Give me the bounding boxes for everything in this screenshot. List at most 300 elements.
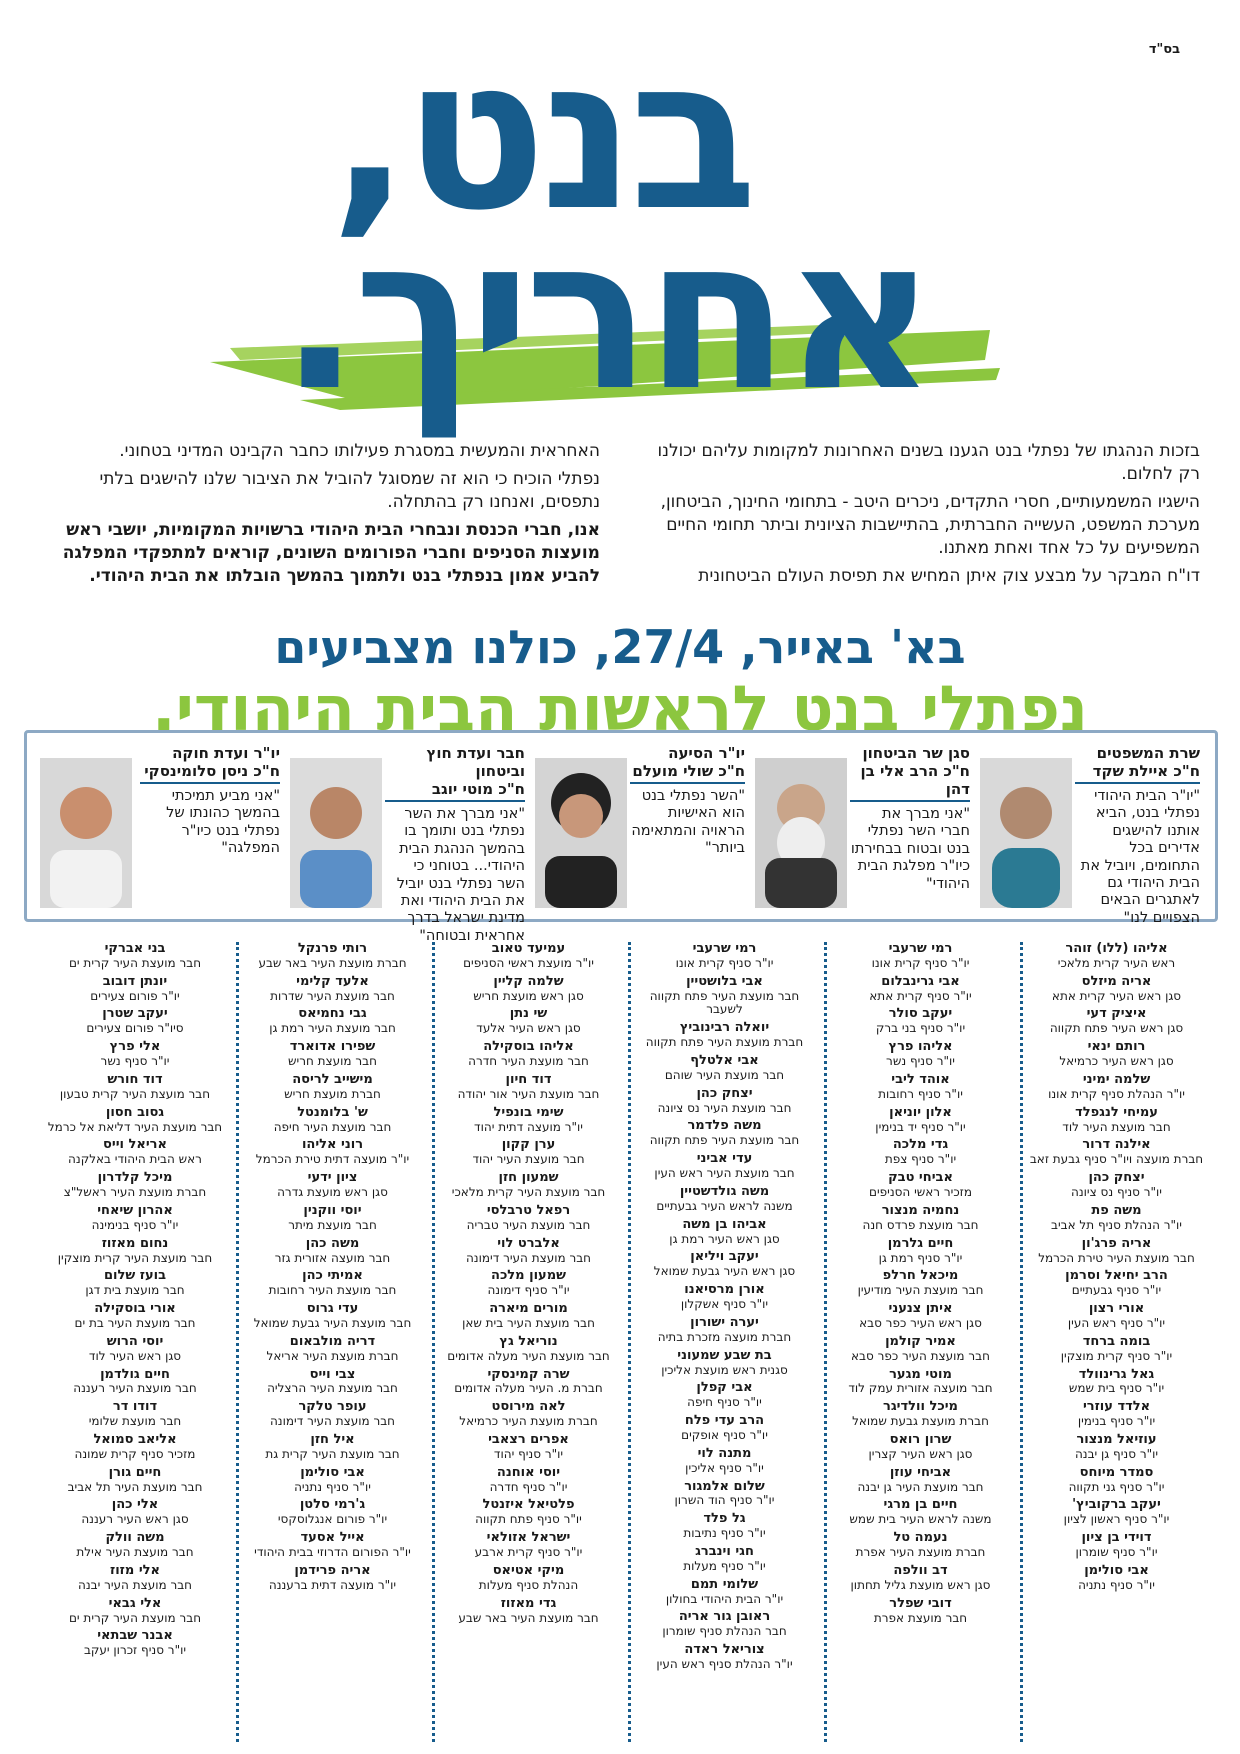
supporter-name: אבי סולימן bbox=[300, 1464, 365, 1480]
supporter-role: יו"ר סניף הוד השרון bbox=[674, 1493, 775, 1508]
supporter-entry bbox=[435, 1204, 622, 1233]
supporter-entry bbox=[40, 1466, 230, 1495]
supporter-name: אריה מיזלס bbox=[1081, 973, 1152, 989]
supporter-name: יואלה רבינוביץ bbox=[679, 1020, 770, 1036]
supporter-entry bbox=[827, 1564, 1014, 1593]
intro-paragraph: הישגיו המשמעותיים, חסרי התקדים, ניכרים היטב - בתחומי החינוך, הביטחון, מערכת המשפט, העשייה החברתית, בהתיישבות הציונית וביתר תחומי החיים המשפיעים על כל אחד ואחת מאתנו. bbox=[660, 491, 1200, 558]
supporter-entry bbox=[40, 1629, 230, 1658]
supporter-entry bbox=[1023, 1138, 1210, 1167]
supporter-entry bbox=[1023, 1073, 1210, 1102]
supporter-role: חבר מועצת העיר קרית מוצקין bbox=[57, 1250, 213, 1265]
supporter-name: שלום אלמגור bbox=[684, 1478, 765, 1494]
supporter-name: בומה ברחד bbox=[1082, 1333, 1151, 1349]
supporter-entry bbox=[827, 1498, 1014, 1527]
supporter-role: חבר מועצה אזורית עמק לוד bbox=[848, 1381, 993, 1396]
supporter-role: משנה לראש העיר בית שמש bbox=[849, 1512, 992, 1527]
supporter-name: אלי כהן bbox=[111, 1497, 159, 1513]
endorser-title: סגן שר הביטחון bbox=[862, 744, 970, 762]
supporter-name: אבי סולימן bbox=[1084, 1562, 1149, 1578]
supporters-column bbox=[628, 942, 818, 1742]
supporter-entry bbox=[1023, 1040, 1210, 1069]
supporter-name: חיים גלרמן bbox=[887, 1235, 954, 1251]
supporter-role: חבר מועצת העיר יהוד bbox=[472, 1152, 585, 1167]
supporter-name: אליהו (ללו) זוהר bbox=[1065, 941, 1168, 956]
supporter-role: יו"ר סניף נשר bbox=[100, 1054, 170, 1069]
supporter-entry bbox=[40, 1400, 230, 1429]
endorser-quote: "אני מברך את חברי השר נפתלי בנט ובטוח בבחירתו כיו"ר מפלגת הבית היהודי" bbox=[850, 806, 970, 892]
supporter-entry bbox=[631, 1087, 818, 1116]
bsd-mark: בס"ד bbox=[1148, 42, 1180, 57]
headline-line1: בנט, bbox=[330, 12, 752, 257]
supporter-role: יו"ר סניף צפת bbox=[884, 1152, 957, 1167]
supporter-role: יו"ר מועצת ראשי הסניפים bbox=[463, 955, 594, 970]
supporter-entry bbox=[40, 1171, 230, 1200]
supporter-name: אריאל וייס bbox=[103, 1137, 167, 1153]
supporter-role: חבר מועצת חריש bbox=[288, 1054, 377, 1069]
supporter-entry bbox=[435, 1400, 622, 1429]
supporter-role: יו"ר סניף נתניה bbox=[294, 1479, 371, 1494]
supporter-entry bbox=[631, 1021, 818, 1050]
supporter-name: אליאב סמואל bbox=[93, 1432, 177, 1448]
intro-call-to-action: אנו, חברי הכנסת ונבחרי הבית היהודי ברשויות המקומיות, יושבי ראש מועצות הסניפים וחברי הפורומים השונים, קוראים למתפקדי המפלגה להביע אמון בנפתלי בנט ולתמוך בהמשך הובלתו את הבית היהודי. bbox=[62, 519, 600, 586]
supporter-name: אלדד עוזרי bbox=[1082, 1399, 1151, 1415]
supporter-role: חברת מועצת העיר ראשל"צ bbox=[63, 1185, 207, 1200]
supporter-role: יו"ר סניף קרית אתא bbox=[869, 988, 972, 1003]
supporter-entry bbox=[827, 1531, 1014, 1560]
supporter-name: עדי גרוס bbox=[306, 1301, 359, 1317]
endorsement-card bbox=[535, 744, 745, 908]
supporter-name: יעקב ויליאן bbox=[690, 1249, 759, 1265]
supporter-entry bbox=[239, 1204, 426, 1233]
supporter-name: דוידי בן ציון bbox=[1081, 1530, 1152, 1546]
supporter-entry bbox=[631, 1349, 818, 1378]
supporter-name: שלמה ימיני bbox=[1082, 1071, 1151, 1087]
supporter-name: שלומי תמם bbox=[690, 1576, 759, 1592]
supporter-entry bbox=[631, 1578, 818, 1607]
supporter-name: אהרון שיאחי bbox=[97, 1202, 173, 1218]
supporter-role: סיו"ר פורום צעירים bbox=[86, 1021, 184, 1036]
supporter-role: יו"ר הפורום הדרוזי בבית היהודי bbox=[254, 1545, 411, 1560]
supporter-name: ש' בלומנטל bbox=[297, 1104, 368, 1120]
supporter-entry bbox=[631, 1610, 818, 1639]
supporter-name: עמיעד טאוב bbox=[491, 941, 566, 956]
supporter-name: דובי שפלר bbox=[889, 1595, 952, 1611]
supporter-entry bbox=[631, 1250, 818, 1279]
supporter-name: משה כהן bbox=[305, 1235, 360, 1251]
supporter-name: אילנה דרור bbox=[1082, 1137, 1151, 1153]
supporter-name: אורי רצון bbox=[1088, 1301, 1145, 1317]
supporter-role: סגן ראש העיר גבעת שמואל bbox=[653, 1264, 796, 1279]
supporters-list bbox=[40, 942, 1210, 1742]
supporter-name: אלעד קלימי bbox=[296, 973, 369, 989]
supporter-name: שמעון מלכה bbox=[491, 1268, 566, 1284]
supporter-entry bbox=[239, 1433, 426, 1462]
supporter-role: יו"ר סניף בנימין bbox=[1077, 1414, 1156, 1429]
supporter-name: רפאל טרבלסי bbox=[486, 1202, 571, 1218]
supporter-name: עדי אביני bbox=[696, 1151, 753, 1167]
supporter-entry bbox=[827, 942, 1014, 971]
supporter-role: סגן ראש העיר פתח תקווה bbox=[1049, 1021, 1184, 1036]
supporter-name: דוד חורש bbox=[107, 1071, 163, 1087]
supporter-entry bbox=[239, 1564, 426, 1593]
supporter-role: יו"ר סניף קרית ארבע bbox=[474, 1545, 583, 1560]
portrait-photo bbox=[755, 758, 847, 908]
supporter-entry bbox=[827, 1269, 1014, 1298]
supporter-entry bbox=[631, 1152, 818, 1181]
supporter-role: יו"ר מועצה דתית יהוד bbox=[474, 1119, 583, 1134]
supporter-role: חבר מועצה אזורית גזר bbox=[274, 1250, 391, 1265]
supporter-name: אלברט לוי bbox=[497, 1235, 560, 1251]
endorsement-card bbox=[290, 744, 525, 944]
supporter-role: חבר הנהלת סניף שומרון bbox=[662, 1624, 787, 1639]
vote-date-line: בא' באייר, 27/4, כולנו מצביעים bbox=[274, 620, 966, 674]
supporter-name: אלי מזוז bbox=[110, 1562, 160, 1578]
supporter-entry bbox=[40, 1269, 230, 1298]
supporter-name: משה פלדמר bbox=[687, 1118, 762, 1134]
supporter-role: סגן ראש מועצת חריש bbox=[473, 988, 584, 1003]
supporter-name: רותי פרנקל bbox=[297, 941, 368, 956]
endorsement-card bbox=[755, 744, 970, 908]
supporter-name: מתנה לוי bbox=[697, 1445, 752, 1461]
supporter-entry bbox=[827, 1007, 1014, 1036]
supporter-role: סגן ראש העיר אלעד bbox=[476, 1021, 581, 1036]
supporter-role: חברת מועצת העיר פתח תקווה bbox=[645, 1035, 804, 1050]
supporter-entry bbox=[40, 1007, 230, 1036]
supporter-entry bbox=[1023, 1007, 1210, 1036]
supporter-entry bbox=[40, 1237, 230, 1266]
supporter-role: יו"ר סניף אשקלון bbox=[680, 1297, 769, 1312]
supporter-entry bbox=[435, 1073, 622, 1102]
supporter-name: גבי נחמיאס bbox=[298, 1006, 367, 1022]
supporter-role: חבר מועצת העיר תל אביב bbox=[67, 1479, 203, 1494]
supporter-role: חבר מועצת העיר דליאת אל כרמל bbox=[47, 1119, 223, 1134]
supporter-name: אמיתי כהן bbox=[302, 1268, 363, 1284]
supporter-entry bbox=[1023, 1368, 1210, 1397]
supporter-role: חברת מועצת העיר אפרת bbox=[855, 1545, 986, 1560]
supporter-entry bbox=[239, 1138, 426, 1167]
endorser-title: שרת המשפטים bbox=[1096, 744, 1200, 762]
supporter-role: מזכיר ראשי הסניפים bbox=[869, 1185, 972, 1200]
supporters-column bbox=[40, 942, 230, 1742]
supporter-name: אבי בלושטיין bbox=[686, 973, 763, 989]
supporter-name: מיכל וולדיגר bbox=[883, 1399, 958, 1415]
supporter-entry bbox=[239, 1531, 426, 1560]
supporter-name: עמיחי לנגפלד bbox=[1075, 1104, 1158, 1120]
intro-paragraph: האחראית והמעשית במסגרת פעילותו כחבר הקבינט המדיני בטחוני. bbox=[119, 441, 600, 461]
endorsement-card bbox=[40, 744, 280, 908]
supporter-entry bbox=[435, 1335, 622, 1364]
supporter-role: חברת מועצת גבעת שמואל bbox=[852, 1414, 989, 1429]
supporter-entry bbox=[435, 1237, 622, 1266]
supporter-name: אבי אלטלף bbox=[690, 1053, 759, 1068]
supporter-name: חגי וינברג bbox=[695, 1544, 754, 1560]
supporter-role: יו"ר סניף יהוד bbox=[493, 1446, 564, 1461]
supporter-name: בת שבע שמעוני bbox=[677, 1347, 772, 1363]
supporter-role: חבר מועצת העיר שוהם bbox=[664, 1067, 785, 1082]
supporter-role: חבר מועצת העיר טבריה bbox=[466, 1217, 591, 1232]
supporter-role: יו"ר סניף גני תקווה bbox=[1068, 1479, 1165, 1494]
supporter-name: אבנר שבתאי bbox=[97, 1628, 173, 1644]
supporter-entry bbox=[239, 1106, 426, 1135]
portrait-photo bbox=[535, 758, 627, 908]
supporter-role: יו"ר הנהלת סניף קרית אונו bbox=[1048, 1086, 1185, 1101]
supporter-name: רותם ינאי bbox=[1087, 1039, 1146, 1055]
supporter-role: יו"ר סניף נתיבות bbox=[683, 1526, 766, 1541]
supporter-role: חבר מועצת העיר גן יבנה bbox=[857, 1479, 984, 1494]
supporter-entry bbox=[1023, 1498, 1210, 1527]
supporter-name: גל פלד bbox=[703, 1511, 746, 1527]
supporter-role: חבר מועצת העיר טירת הכרמל bbox=[1038, 1250, 1195, 1265]
supporter-role: חבר מועצת העיר פתח תקווה לשעבר bbox=[649, 988, 800, 1017]
supporter-role: יו"ר סניף נס ציונה bbox=[1071, 1185, 1162, 1200]
supporter-name: אפרים רצאבי bbox=[488, 1432, 569, 1448]
supporter-name: גדי מאזוז bbox=[500, 1595, 557, 1611]
supporter-role: יו"ר סניף גן יבנה bbox=[1074, 1446, 1159, 1461]
supporter-entry bbox=[1023, 1171, 1210, 1200]
supporter-entry bbox=[40, 1204, 230, 1233]
supporter-entry bbox=[827, 1040, 1014, 1069]
supporter-entry bbox=[1023, 1237, 1210, 1266]
supporter-name: משה וולק bbox=[105, 1530, 165, 1546]
supporter-role: חבר מועצת העיר רעננה bbox=[73, 1381, 197, 1396]
supporter-name: אבי קפלן bbox=[696, 1380, 753, 1396]
supporter-name: נחמיה מנצור bbox=[881, 1202, 960, 1218]
supporter-name: ראובן גור אריה bbox=[678, 1609, 771, 1625]
supporter-role: סגן ראש העיר רמת גן bbox=[669, 1231, 780, 1246]
supporter-role: יו"ר פורום אנגלוסקסי bbox=[277, 1512, 388, 1527]
supporter-role: סגן ראש העיר קרית אתא bbox=[1051, 988, 1182, 1003]
supporter-entry bbox=[631, 1316, 818, 1345]
supporter-role: חברת מ. העיר מעלה אדומים bbox=[454, 1381, 603, 1396]
supporter-name: יעקב שטרן bbox=[102, 1006, 168, 1022]
supporter-entry bbox=[239, 1368, 426, 1397]
supporter-name: נעמה טל bbox=[893, 1530, 948, 1546]
supporter-entry bbox=[435, 1498, 622, 1527]
supporter-name: אביהו בן משה bbox=[682, 1216, 767, 1232]
supporter-name: אורי בוסקילה bbox=[94, 1301, 176, 1317]
endorser-title: יו"ר הסיעה bbox=[668, 744, 745, 762]
supporter-role: חבר מועצת העיר נס ציונה bbox=[657, 1100, 792, 1115]
supporter-role: יו"ר סניף בנימינה bbox=[91, 1217, 179, 1232]
intro-left-column bbox=[40, 440, 600, 593]
supporter-entry bbox=[1023, 1335, 1210, 1364]
supporter-role: חבר מועצת העיר פתח תקווה bbox=[649, 1133, 800, 1148]
supporter-name: איתן צנעני bbox=[888, 1301, 953, 1317]
supporter-entry bbox=[435, 1433, 622, 1462]
supporter-entry bbox=[40, 1302, 230, 1331]
supporter-role: חבר מועצת העיר קרית ים bbox=[68, 955, 202, 970]
supporter-name: אביחי עוזן bbox=[889, 1464, 952, 1480]
supporter-role: חברת מועצה ויו"ר סניף גבעת זאב bbox=[1029, 1152, 1204, 1167]
supporter-entry bbox=[40, 1368, 230, 1397]
supporter-role: חבר מועצת העיר קרית טבעון bbox=[59, 1086, 211, 1101]
supporter-role: יו"ר סניף גבעתיים bbox=[1071, 1283, 1162, 1298]
supporter-entry bbox=[40, 1073, 230, 1102]
supporter-entry bbox=[1023, 1400, 1210, 1429]
intro-paragraph: בזכות הנהגתו של נפתלי בנט הגענו בשנים האחרונות למקומות עליהם יכולנו רק לחלום. bbox=[657, 441, 1200, 484]
supporter-name: בועז שלום bbox=[103, 1268, 167, 1284]
supporter-role: חברת מועצה מזכרת בתיה bbox=[657, 1329, 792, 1344]
supporter-entry bbox=[827, 1302, 1014, 1331]
supporter-entry bbox=[40, 1040, 230, 1069]
endorser-name: ח"כ איילת שקד bbox=[1075, 762, 1200, 784]
supporter-role: יו"ר סניף מעלות bbox=[683, 1558, 766, 1573]
supporter-entry bbox=[239, 1007, 426, 1036]
supporter-name: נוריאל גץ bbox=[499, 1333, 558, 1349]
supporter-name: יעקב סולר bbox=[888, 1006, 953, 1022]
supporter-name: אלי גבאי bbox=[108, 1595, 162, 1611]
supporter-role: יו"ר הבית היהודי בחולון bbox=[665, 1591, 784, 1606]
supporter-entry bbox=[40, 1433, 230, 1462]
supporter-name: בני אברקי bbox=[104, 941, 166, 956]
supporter-entry bbox=[435, 1007, 622, 1036]
supporter-entry bbox=[435, 1466, 622, 1495]
supporter-name: דוד חיון bbox=[505, 1071, 552, 1087]
supporter-name: אמיר קולמן bbox=[885, 1333, 956, 1349]
supporter-name: שימי בונפיל bbox=[493, 1104, 564, 1120]
supporter-entry bbox=[435, 1040, 622, 1069]
supporter-entry bbox=[40, 1597, 230, 1626]
intro-paragraph: נפתלי הוכיח כי הוא זה שמסוגל להוביל את הציבור שלנו להישגים בלתי נתפסים, ואנחנו רק בהתחלה. bbox=[99, 468, 600, 512]
supporter-role: יו"ר סניף בית שמש bbox=[1068, 1381, 1165, 1396]
supporter-role: חבר מועצת העיר חיפה bbox=[273, 1119, 392, 1134]
supporter-entry bbox=[40, 942, 230, 971]
supporter-role: חבר מועצת העיר דימונה bbox=[465, 1250, 592, 1265]
supporter-name: משה פת bbox=[1091, 1202, 1142, 1218]
intro-paragraph: דו"ח המבקר על מבצע צוק איתן המחיש את תפיסת העולם הביטחונית bbox=[698, 565, 1200, 586]
supporter-entry bbox=[239, 1269, 426, 1298]
supporter-entry bbox=[1023, 942, 1210, 971]
supporter-role: חבר מועצת העיר מעלה אדומים bbox=[447, 1348, 610, 1363]
supporter-role: חבר מועצת שלומי bbox=[88, 1414, 182, 1429]
supporter-role: יו"ר סניף קרית אונו bbox=[675, 955, 774, 970]
supporter-role: חבר מועצת העיר יבנה bbox=[77, 1577, 192, 1592]
portrait-photo bbox=[980, 758, 1072, 908]
supporter-role: חברת מועצת העיר כרמיאל bbox=[459, 1414, 598, 1429]
supporter-role: משנה לראש העיר גבעתיים bbox=[656, 1198, 793, 1213]
supporter-name: יעקב ברקוביץ' bbox=[1072, 1497, 1161, 1513]
supporter-name: שי נתן bbox=[509, 1006, 548, 1022]
supporter-role: יו"ר סניף קרית אונו bbox=[871, 955, 970, 970]
supporter-entry bbox=[827, 1400, 1014, 1429]
supporter-name: רמי שרעבי bbox=[888, 941, 953, 956]
supporter-entry bbox=[1023, 975, 1210, 1004]
supporter-role: יו"ר סניף יד בנימין bbox=[875, 1119, 966, 1134]
supporter-name: צבי וייס bbox=[309, 1366, 356, 1382]
supporter-entry bbox=[827, 1368, 1014, 1397]
supporter-entry bbox=[631, 1218, 818, 1247]
supporter-role: יו"ר סניף בני ברק bbox=[875, 1021, 966, 1036]
supporter-name: אוהד ליבי bbox=[891, 1071, 950, 1087]
supporter-entry bbox=[827, 1106, 1014, 1135]
supporter-entry bbox=[435, 1138, 622, 1167]
headline-line2: אחריך. bbox=[280, 192, 931, 437]
endorsement-card bbox=[980, 744, 1200, 926]
supporter-role: חבר מועצת העיר קרית מלאכי bbox=[451, 1185, 606, 1200]
supporter-role: סגן ראש העיר כפר סבא bbox=[859, 1316, 982, 1331]
intro-right-column bbox=[640, 440, 1200, 593]
supporter-entry bbox=[239, 975, 426, 1004]
supporter-entry bbox=[239, 1498, 426, 1527]
supporter-role: יו"ר סניף אליכין bbox=[685, 1460, 764, 1475]
supporter-role: חברת מועצת חריש bbox=[284, 1086, 381, 1101]
supporter-entry bbox=[631, 1643, 818, 1672]
supporter-entry bbox=[239, 1073, 426, 1102]
supporter-name: יונתן דובוב bbox=[102, 973, 168, 989]
supporter-entry bbox=[827, 1433, 1014, 1462]
supporters-column bbox=[236, 942, 426, 1742]
supporter-entry bbox=[631, 975, 818, 1018]
supporters-column bbox=[824, 942, 1014, 1742]
supporter-entry bbox=[827, 1073, 1014, 1102]
supporter-name: שמעון חזן bbox=[498, 1170, 559, 1186]
endorser-title: חבר ועדת חוץ וביטחון bbox=[426, 744, 525, 780]
supporter-name: דודו דר bbox=[112, 1399, 158, 1415]
endorser-name: ח"כ ניסן סלומינסקי bbox=[140, 762, 280, 784]
supporter-name: שלמה קליין bbox=[493, 973, 564, 989]
supporter-role: חבר מועצת פרדס חנה bbox=[862, 1217, 979, 1232]
supporter-entry bbox=[1023, 1106, 1210, 1135]
supporter-role: סגן ראש העיר לוד bbox=[88, 1348, 182, 1363]
supporter-name: יוסי הרוש bbox=[106, 1333, 164, 1349]
supporter-name: מורים מיארה bbox=[489, 1301, 568, 1317]
supporter-role: יו"ר סניף קרית מוצקין bbox=[1060, 1348, 1173, 1363]
supporter-role: יו"ר סניף אופקים bbox=[681, 1428, 768, 1443]
supporter-entry bbox=[1023, 1302, 1210, 1331]
supporter-name: אורן מרסיאנו bbox=[684, 1282, 765, 1298]
supporter-role: יו"ר הנהלת סניף תל אביב bbox=[1051, 1217, 1182, 1232]
supporter-name: דב וולפה bbox=[893, 1562, 948, 1578]
supporter-role: ראש הבית היהודי באלקנה bbox=[68, 1152, 202, 1167]
supporter-entry bbox=[435, 1106, 622, 1135]
supporter-name: חיים גורן bbox=[108, 1464, 162, 1480]
supporter-entry bbox=[1023, 1269, 1210, 1298]
supporter-entry bbox=[827, 1597, 1014, 1626]
supporter-entry bbox=[827, 1237, 1014, 1266]
supporter-entry bbox=[1023, 1531, 1210, 1560]
supporter-entry bbox=[631, 1447, 818, 1476]
supporter-entry bbox=[1023, 1204, 1210, 1233]
supporter-name: אביחי טבק bbox=[888, 1170, 953, 1186]
endorser-name: ח"כ הרב אלי בן דהן bbox=[850, 762, 970, 802]
supporter-name: לאה מירוסט bbox=[491, 1399, 566, 1415]
endorser-name: ח"כ מוטי יוגב bbox=[385, 780, 525, 802]
supporter-entry bbox=[239, 942, 426, 971]
supporter-name: אלון יוניאן bbox=[889, 1104, 952, 1120]
supporter-name: צוריאל ראדה bbox=[684, 1642, 765, 1658]
supporter-role: חבר מועצת בית דגן bbox=[85, 1283, 185, 1298]
supporter-name: אריה פרידמן bbox=[294, 1562, 371, 1578]
supporter-entry bbox=[239, 1400, 426, 1429]
supporter-name: איציק דעי bbox=[1086, 1006, 1147, 1022]
supporter-name: משה גולדשטיין bbox=[679, 1183, 770, 1199]
supporter-name: מיקי אטיאס bbox=[492, 1562, 565, 1578]
supporter-entry bbox=[827, 1138, 1014, 1167]
supporter-role: סגן ראש העיר רעננה bbox=[81, 1512, 189, 1527]
supporter-name: הרב עדי פלח bbox=[684, 1413, 765, 1429]
endorser-quote: "אני מביע תמיכתי בהמשך כהונתו של נפתלי בנט כיו"ר המפלגה" bbox=[166, 788, 280, 857]
supporter-role: חבר מועצת העיר לוד bbox=[1062, 1119, 1171, 1134]
supporter-entry bbox=[435, 975, 622, 1004]
supporter-name: שרה קמינסקי bbox=[487, 1366, 570, 1382]
supporter-entry bbox=[631, 1119, 818, 1148]
supporter-name: רוני אליהו bbox=[301, 1137, 364, 1153]
supporter-role: חבר מועצת העיר גבעת שמואל bbox=[253, 1316, 412, 1331]
endorser-quote: "השר נפתלי בנט הוא האישיות הראויה והמתאימה ביותר" bbox=[631, 788, 745, 857]
supporter-entry bbox=[239, 1302, 426, 1331]
supporter-name: גאל גרינוולד bbox=[1078, 1366, 1155, 1382]
supporter-name: מוטי מגער bbox=[889, 1366, 952, 1382]
